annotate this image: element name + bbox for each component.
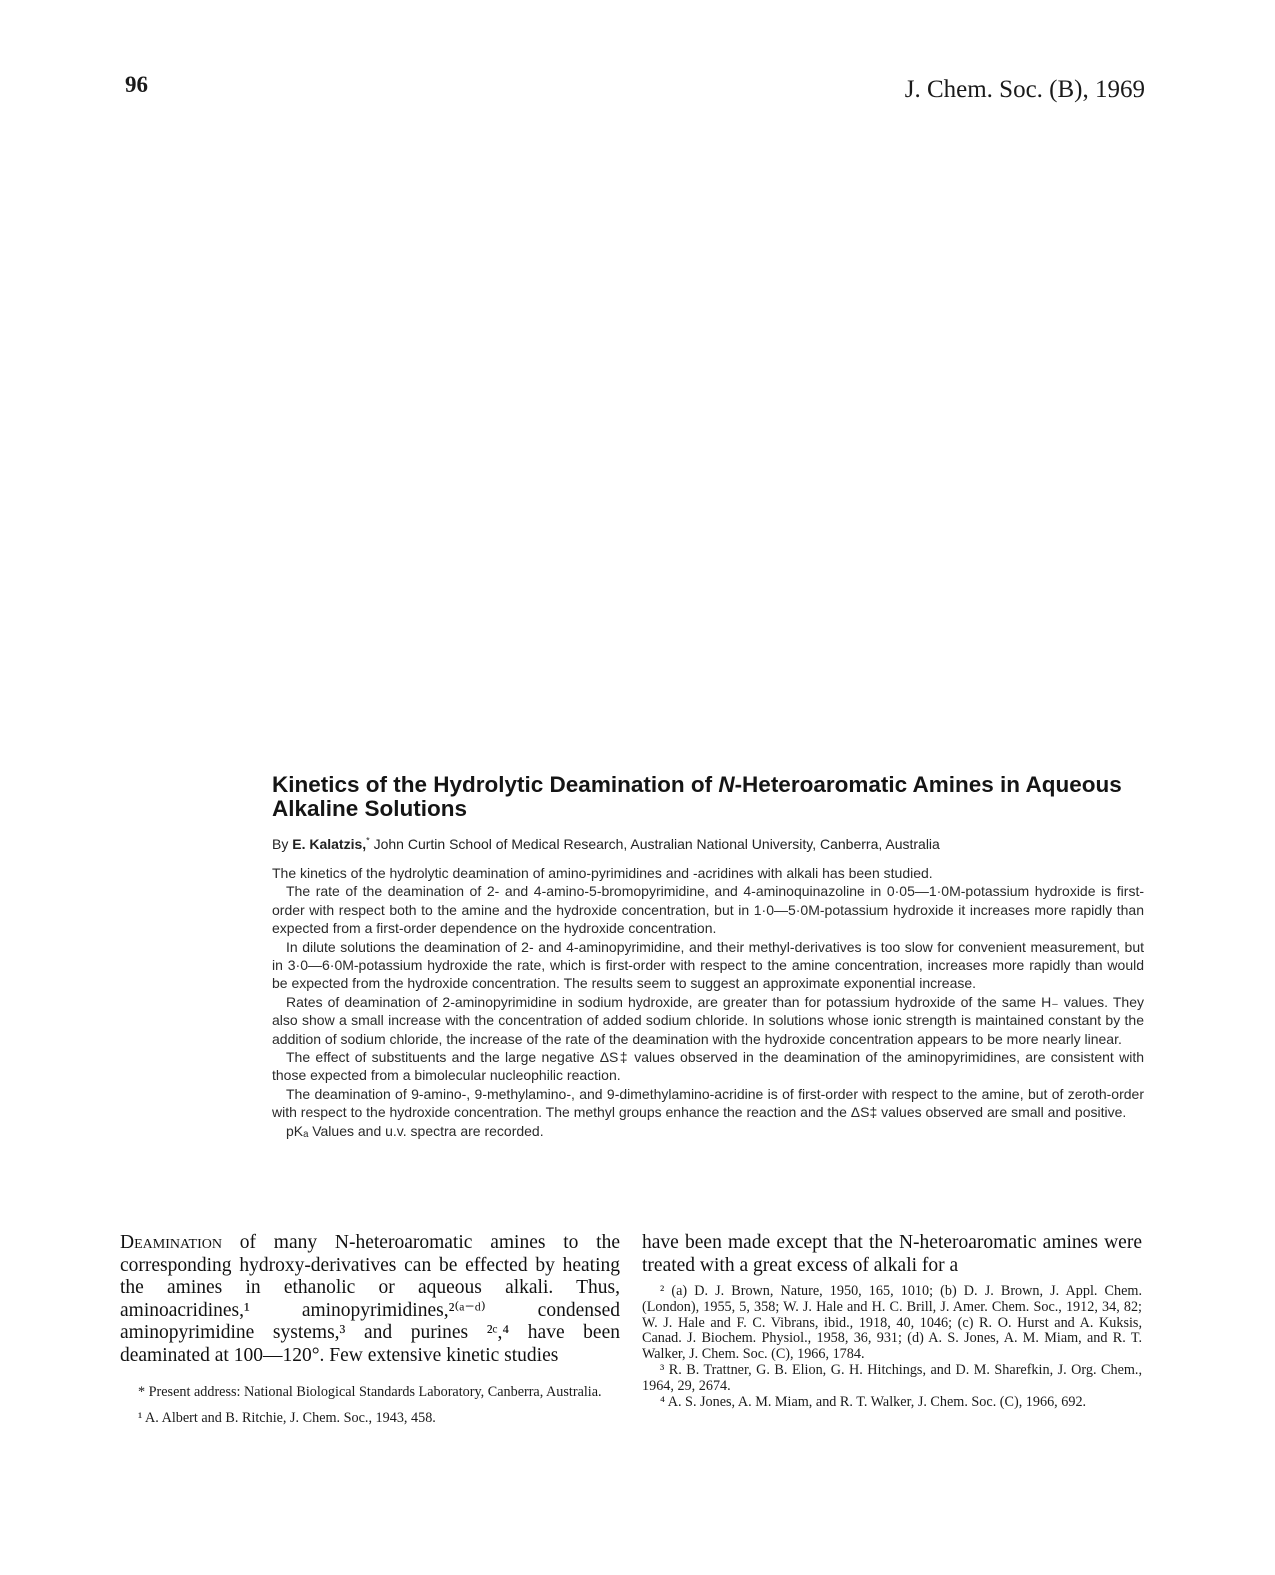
affiliation: John Curtin School of Medical Research, Australian National University, Canberra, Australia — [369, 836, 940, 852]
title-block — [272, 773, 1144, 852]
body-paragraph-left — [120, 1232, 620, 1367]
title-part2: -Heteroaromatic Amines in Aqueous Alkaline Solutions — [272, 772, 1122, 821]
abstract-paragraph: Rates of deamination of 2-aminopyrimidine in sodium hydroxide, are greater than for potassium hydroxide of the same H₋ values. They also show a small increase with the concentration of added sodium chloride. In solutions whose ionic strength is maintained constant by the addition of sodium chloride, the increase of the rate of the deamination with the hydroxide concentration appears to be more nearly linear. — [272, 993, 1144, 1047]
right-column — [642, 1232, 1142, 1410]
footnote: ³ R. B. Trattner, G. B. Elion, G. H. Hitchings, and D. M. Sharefkin, J. Org. Chem., 1964, 29, 2674. — [642, 1361, 1142, 1394]
lead-word: Deamination — [120, 1232, 222, 1253]
abstract-paragraph: The effect of substituents and the large negative ΔS‡ values observed in the deamination of the aminopyrimidines, are consistent with those expected from a bimolecular nucleophilic reaction. — [272, 1049, 1144, 1084]
footnote: * Present address: National Biological Standards Laboratory, Canberra, Australia. — [138, 1384, 602, 1400]
body-text-right: have been made except that the N-heteroaromatic amines were treated with a great excess of alkali for a — [642, 1232, 1142, 1276]
by-prefix: By — [272, 836, 293, 852]
abstract — [272, 864, 1144, 1140]
title-part1: Kinetics of the Hydrolytic Deamination of — [272, 772, 719, 797]
abstract-paragraph: The rate of the deamination of 2- and 4-amino-5-bromopyrimidine, and 4-aminoquinazoline in 0·05—1·0M-potassium hydroxide is first-order with respect both to the amine and the hydroxide concentration, but in 1·0—5·0M-potassium hydroxide it increases more rapidly than expected from a first-order dependence on the hydroxide concentration. — [272, 883, 1144, 937]
abstract-paragraph: The kinetics of the hydrolytic deamination of amino-pyrimidines and -acridines with alkali has been studied. — [272, 865, 933, 881]
author: E. Kalatzis, — [292, 836, 367, 852]
left-column — [120, 1232, 620, 1427]
abstract-paragraph: In dilute solutions the deamination of 2- and 4-aminopyrimidine, and their methyl-derivatives is too slow for convenient measurement, but in 3·0—6·0M-potassium hydroxide the rate, which is first-order with respect to the amine concentration, increases more rapidly than would be expected from the hydroxide concentration. The results seem to suggest an approximate exponential increase. — [272, 938, 1144, 992]
abstract-paragraph: pKₐ Values and u.v. spectra are recorded. — [286, 1122, 544, 1139]
body-text-left: of many N-heteroaromatic amines to the corresponding hydroxy-derivatives can be effected by heating the amines in ethanolic or aqueous alkali. Thus, aminoacridines,¹ aminopyrimidines,²⁽ᵃ⁻ᵈ⁾ condensed aminopyrimidine systems,³ and purines ²ᶜ,⁴ have been deaminated at 100—120°. Few extensive kinetic studies — [120, 1232, 620, 1366]
page-number: 96 — [125, 72, 148, 97]
byline — [272, 836, 1144, 852]
footnote: ² (a) D. J. Brown, Nature, 1950, 165, 1010; (b) D. J. Brown, J. Appl. Chem. (London), 1955, 5, 358; W. J. Hale and H. C. Brill, J. Amer. Chem. Soc., 1912, 34, 82; W. J. Hale and F. C. Vibrans, ibid., 1918, 40, 1046; (c) R. O. Hurst and A. Kuksis, Canad. J. Biochem. Physiol., 1958, 36, 931; (d) A. S. Jones, A. M. Miam, and R. T. Walker, J. Chem. Soc. (C), 1966, 1784. — [642, 1283, 1142, 1363]
footnote: ⁴ A. S. Jones, A. M. Miam, and R. T. Walker, J. Chem. Soc. (C), 1966, 692. — [660, 1393, 1087, 1410]
article-title — [272, 773, 1144, 821]
author-mark: * — [366, 835, 370, 846]
footnote: ¹ A. Albert and B. Ritchie, J. Chem. Soc., 1943, 458. — [138, 1409, 436, 1426]
abstract-paragraph: The deamination of 9-amino-, 9-methylamino-, and 9-dimethylamino-acridine is of first-order with respect to the amine, but of zeroth-order with respect to the hydroxide concentration. The methyl groups enhance the reaction and the ΔS‡ values observed are small and positive. — [272, 1085, 1144, 1121]
title-italic: N — [718, 772, 735, 797]
journal-header: J. Chem. Soc. (B), 1969 — [904, 76, 1145, 103]
